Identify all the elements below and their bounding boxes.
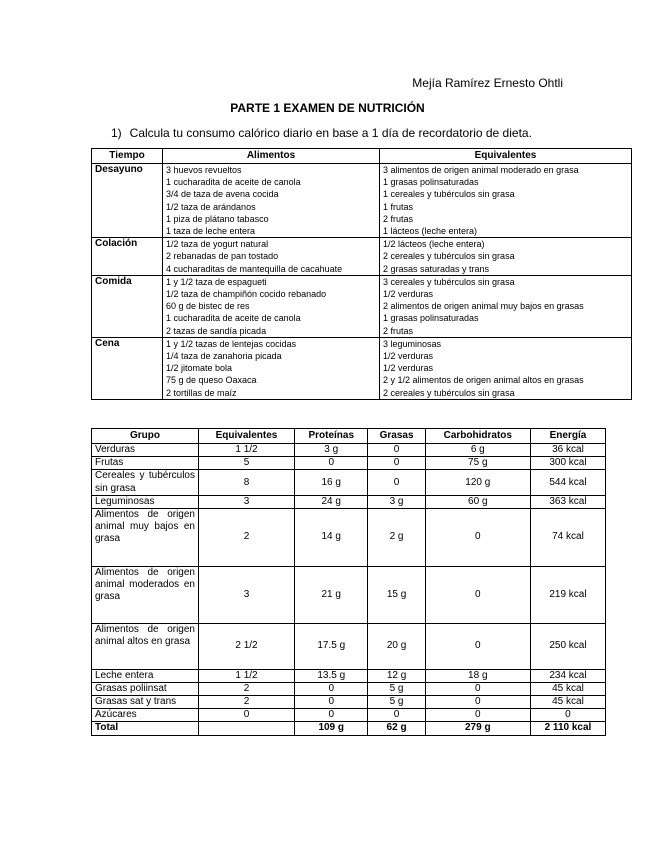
- table-row: [92, 624, 606, 669]
- equivalents-cell: 3: [199, 566, 295, 624]
- group-cell: [92, 457, 199, 470]
- protein-cell: 17.5 g: [295, 624, 368, 669]
- energy-cell: 45 kcal: [530, 682, 605, 695]
- fat-cell: 20 g: [368, 624, 425, 669]
- equivalent-item: 1 cereales y tubérculos sin grasa: [383, 189, 515, 200]
- header-proteinas: Proteínas: [295, 429, 368, 444]
- carbs-cell: 0: [425, 566, 530, 624]
- fat-cell: 5 g: [368, 696, 425, 709]
- header-grasas: Grasas: [368, 429, 425, 444]
- energy-cell: 250 kcal: [530, 624, 605, 669]
- protein-cell: 3 g: [295, 444, 368, 457]
- equivalent-item: 1 frutas: [383, 201, 414, 212]
- group-label: Grasas sat y trans: [95, 696, 177, 708]
- equivalent-item: 2 alimentos de origen animal muy bajos en grasas: [383, 301, 584, 312]
- row-spacer: [95, 546, 195, 566]
- food-item: 4 cucharaditas de mantequilla de cacahuate: [166, 263, 343, 274]
- meal-time-cell: Comida: [92, 275, 163, 337]
- header-carbohidratos: Carbohidratos: [425, 429, 530, 444]
- group-label: Cereales y tubérculos sin grasa: [95, 470, 195, 494]
- equivalents-cell: [199, 722, 295, 735]
- question-text: Calcula tu consumo calórico diario en base a 1 día de recordatorio de dieta.: [129, 126, 532, 140]
- group-label: Alimentos de origen animal muy bajos en grasa: [95, 509, 195, 545]
- meal-time-cell: Desayuno: [92, 164, 163, 238]
- foods-cell: [163, 238, 380, 276]
- question-number: 1): [111, 126, 122, 140]
- energy-cell: 300 kcal: [530, 457, 605, 470]
- carbs-cell: 279 g: [425, 722, 530, 735]
- food-item: 3 huevos revueltos: [166, 165, 242, 175]
- row-spacer: [95, 603, 195, 623]
- energy-cell: 363 kcal: [530, 495, 605, 508]
- row-spacer: [95, 649, 195, 669]
- food-item: 1 piza de plátano tabasco: [166, 213, 269, 224]
- equivalents-cell: [380, 164, 632, 238]
- foods-cell: [163, 164, 380, 238]
- diet-table-row: [92, 238, 632, 276]
- food-item: 2 tortillas de maíz: [166, 387, 237, 398]
- protein-cell: 0: [295, 457, 368, 470]
- diet-table-row: [92, 275, 632, 337]
- fat-cell: 3 g: [368, 495, 425, 508]
- foods-cell: [163, 337, 380, 399]
- group-label: Alimentos de origen animal moderados en grasa: [95, 566, 195, 603]
- group-label: Verduras: [95, 444, 136, 455]
- group-cell: [92, 696, 199, 709]
- fat-cell: 5 g: [368, 682, 425, 695]
- equivalent-item: 1/2 verduras: [383, 289, 434, 300]
- fat-cell: 0: [368, 457, 425, 470]
- carbs-cell: 0: [425, 696, 530, 709]
- food-item: 1/2 taza de arándanos: [166, 201, 256, 212]
- food-item: 1 y 1/2 tazas de lentejas cocidas: [166, 338, 297, 349]
- group-label: Leche entera: [95, 669, 154, 681]
- equivalents-cell: 8: [199, 470, 295, 495]
- equivalents-cell: 2: [199, 682, 295, 695]
- carbs-cell: 18 g: [425, 669, 530, 682]
- header-equivalentes: Equivalentes: [199, 429, 295, 444]
- foods-cell: [163, 275, 380, 337]
- protein-cell: 24 g: [295, 495, 368, 508]
- equivalents-cell: 1 1/2: [199, 444, 295, 457]
- food-item: 1/4 taza de zanahoria picada: [166, 351, 282, 362]
- food-item: 1/2 jitomate bola: [166, 363, 233, 374]
- table-row: [92, 566, 606, 624]
- table-row: [92, 709, 606, 722]
- food-item: 3/4 de taza de avena cocida: [166, 189, 279, 200]
- group-cell: [92, 682, 199, 695]
- equivalents-cell: 5: [199, 457, 295, 470]
- fat-cell: 2 g: [368, 509, 425, 567]
- equivalent-item: 1 lácteos (leche entera): [383, 226, 478, 237]
- equivalent-item: 3 alimentos de origen animal moderado en grasa: [383, 165, 579, 175]
- protein-cell: 0: [295, 709, 368, 722]
- header-tiempo: Tiempo: [92, 149, 163, 164]
- protein-cell: 14 g: [295, 509, 368, 567]
- food-item: 75 g de queso Oaxaca: [166, 375, 257, 386]
- equivalents-cell: 2: [199, 509, 295, 567]
- diet-table-row: [92, 164, 632, 238]
- equivalents-cell: [380, 275, 632, 337]
- group-cell: [92, 470, 199, 495]
- table-row: [92, 495, 606, 508]
- equivalents-cell: 2: [199, 696, 295, 709]
- group-cell: [92, 509, 199, 567]
- equivalent-item: 2 cereales y tubérculos sin grasa: [383, 387, 515, 398]
- diet-recall-table: [91, 148, 632, 400]
- protein-cell: 109 g: [295, 722, 368, 735]
- group-cell: [92, 669, 199, 682]
- table-row: [92, 696, 606, 709]
- carbs-cell: 60 g: [425, 495, 530, 508]
- table-row: [92, 682, 606, 695]
- energy-cell: 0: [530, 709, 605, 722]
- food-item: 60 g de bistec de res: [166, 301, 250, 312]
- protein-cell: 0: [295, 682, 368, 695]
- food-item: 2 rebanadas de pan tostado: [166, 251, 279, 262]
- equivalent-item: 2 cereales y tubérculos sin grasa: [383, 251, 515, 262]
- carbs-cell: 120 g: [425, 470, 530, 495]
- food-item: 1/2 taza de champiñón cocido rebanado: [166, 289, 327, 300]
- equivalents-cell: [380, 337, 632, 399]
- food-item: 1 cucharadita de aceite de canola: [166, 313, 301, 324]
- equivalent-item: 2 frutas: [383, 213, 414, 224]
- fat-cell: 0: [368, 470, 425, 495]
- food-item: 2 tazas de sandía picada: [166, 325, 267, 336]
- table-row: [92, 509, 606, 567]
- energy-cell: 45 kcal: [530, 696, 605, 709]
- carbs-cell: 0: [425, 509, 530, 567]
- energy-cell: 36 kcal: [530, 444, 605, 457]
- group-cell: [92, 495, 199, 508]
- group-cell: [92, 624, 199, 669]
- page-title: PARTE 1 EXAMEN DE NUTRICIÓN: [230, 101, 425, 115]
- equivalent-item: 1/2 verduras: [383, 351, 434, 362]
- group-label: Grasas poliinsat: [95, 682, 167, 694]
- meal-time-cell: Colación: [92, 238, 163, 276]
- food-item: 1 y 1/2 taza de espagueti: [166, 276, 267, 287]
- energy-cell: 544 kcal: [530, 470, 605, 495]
- equivalent-item: 3 cereales y tubérculos sin grasa: [383, 276, 515, 287]
- group-label: Leguminosas: [95, 495, 155, 507]
- header-equivalentes: Equivalentes: [380, 149, 632, 164]
- protein-cell: 21 g: [295, 566, 368, 624]
- energy-cell: 234 kcal: [530, 669, 605, 682]
- equivalent-item: 1 grasas polinsaturadas: [383, 177, 479, 188]
- table-row: [92, 457, 606, 470]
- table-row: [92, 444, 606, 457]
- equivalent-item: 3 leguminosas: [383, 338, 442, 349]
- group-label: Total: [95, 722, 119, 734]
- equivalents-cell: 3: [199, 495, 295, 508]
- header-alimentos: Alimentos: [163, 149, 380, 164]
- fat-cell: 0: [368, 444, 425, 457]
- fat-cell: 12 g: [368, 669, 425, 682]
- equivalents-cell: 1 1/2: [199, 669, 295, 682]
- equivalent-item: 2 grasas saturadas y trans: [383, 263, 490, 274]
- carbs-cell: 0: [425, 624, 530, 669]
- equivalent-item: 2 frutas: [383, 325, 414, 336]
- group-cell: [92, 566, 199, 624]
- energy-cell: 74 kcal: [530, 509, 605, 567]
- energy-cell: 219 kcal: [530, 566, 605, 624]
- carbs-cell: 75 g: [425, 457, 530, 470]
- equivalent-item: 1/2 verduras: [383, 363, 434, 374]
- group-label: Frutas: [95, 457, 124, 469]
- group-label: Alimentos de origen animal altos en grasa: [95, 624, 195, 648]
- question: [111, 126, 532, 140]
- group-cell: [92, 444, 199, 457]
- fat-cell: 0: [368, 709, 425, 722]
- header-energia: Energía: [530, 429, 605, 444]
- total-row: [92, 722, 606, 735]
- table-row: [92, 470, 606, 495]
- food-item: 1 cucharadita de aceite de canola: [166, 177, 301, 188]
- group-cell: [92, 722, 199, 735]
- food-item: 1/2 taza de yogurt natural: [166, 239, 269, 250]
- energy-cell: 2 110 kcal: [530, 722, 605, 735]
- equivalent-item: 1 grasas polinsaturadas: [383, 313, 479, 324]
- carbs-cell: 0: [425, 709, 530, 722]
- fat-cell: 62 g: [368, 722, 425, 735]
- fat-cell: 15 g: [368, 566, 425, 624]
- nutrition-summary-table: [91, 428, 606, 736]
- carbs-cell: 6 g: [425, 444, 530, 457]
- carbs-cell: 0: [425, 682, 530, 695]
- equivalents-cell: 0: [199, 709, 295, 722]
- author-name: Mejía Ramírez Ernesto Ohtli: [412, 76, 563, 90]
- meal-time-cell: Cena: [92, 337, 163, 399]
- group-cell: [92, 709, 199, 722]
- protein-cell: 0: [295, 696, 368, 709]
- group-label: Azúcares: [95, 709, 137, 721]
- equivalent-item: 2 y 1/2 alimentos de origen animal altos en grasas: [383, 375, 584, 386]
- table-row: [92, 669, 606, 682]
- diet-table-header-row: [92, 149, 632, 164]
- header-grupo: Grupo: [92, 429, 199, 444]
- summary-table-header-row: [92, 429, 606, 444]
- equivalents-cell: 2 1/2: [199, 624, 295, 669]
- protein-cell: 13.5 g: [295, 669, 368, 682]
- food-item: 1 taza de leche entera: [166, 226, 256, 237]
- protein-cell: 16 g: [295, 470, 368, 495]
- diet-table-row: [92, 337, 632, 399]
- equivalent-item: 1/2 lácteos (leche entera): [383, 239, 485, 250]
- equivalents-cell: [380, 238, 632, 276]
